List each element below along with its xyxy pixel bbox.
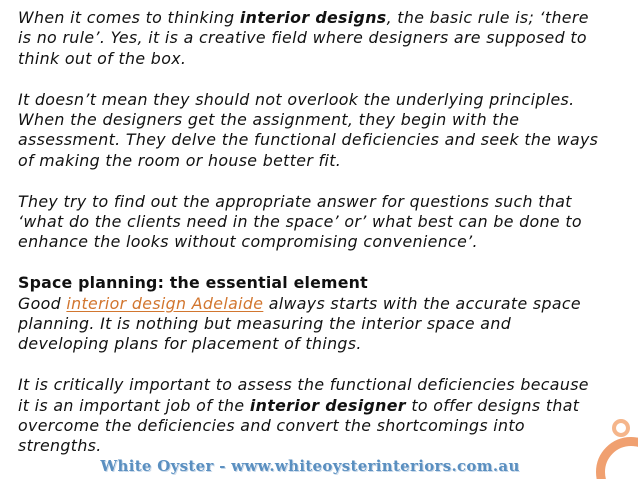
section-text-post: always starts with the accurate space planning. It is nothing but measuring the interior space and developing plans for placement of things. — [18, 293, 581, 354]
paragraph-intro-post: , the basic rule is; ‘there is no rule’. Yes, it is a creative field where designers are supposed to think out of the box. — [18, 8, 589, 68]
paragraph-deficiencies — [18, 375, 603, 457]
interior-design-adelaide-link[interactable]: interior design Adelaide — [66, 293, 264, 313]
interior-designer-emphasis: interior designer — [249, 395, 406, 415]
section-space-planning — [18, 273, 603, 355]
paragraph-intro-pre: When it comes to thinking — [18, 8, 240, 27]
paragraph-deficiencies-post: to offer designs that overcome the deficiencies and convert the shortcomings into strengths. — [18, 395, 580, 456]
paragraph-questions: They try to find out the appropriate answer for questions such that ‘what do the clients need in the space’ or’ what best can be done to enhance the looks without compromising convenience’. — [18, 191, 582, 252]
interior-designs-emphasis: interior designs — [239, 8, 387, 27]
section-text-pre: Good — [18, 293, 67, 313]
section-heading: Space planning: the essential element — [18, 273, 368, 293]
paragraph-principles: It doesn’t mean they should not overlook the underlying principles. When the designers get the assignment, they begin with the assessment. They delve the functional deficiencies and seek the ways of making the room or house better fit. — [18, 89, 599, 170]
footer-watermark: White Oyster - www.whiteoysterinteriors.com.au — [100, 457, 520, 475]
body-text — [18, 8, 603, 477]
paragraph-intro — [18, 8, 603, 69]
paragraph-deficiencies-pre: It is critically important to assess the functional deficiencies because it is an important job of the — [18, 375, 589, 415]
corner-small-ring-decoration — [612, 419, 630, 437]
